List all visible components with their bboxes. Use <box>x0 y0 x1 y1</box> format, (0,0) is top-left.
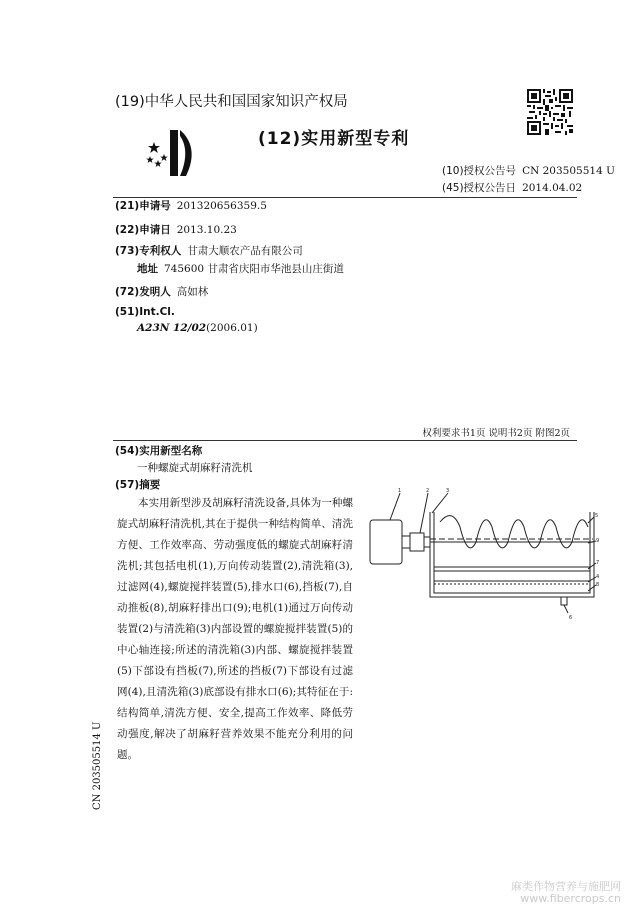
watermark-site-url: www.fibercrops.cn <box>520 892 621 905</box>
inventor-label: (72)发明人 <box>115 286 171 298</box>
drawing-label: 3 <box>446 488 450 494</box>
drawing-label: 4 <box>596 574 600 580</box>
sidebar-publication-code: CN 203505514 U <box>92 721 103 810</box>
inventor-value: 高如林 <box>176 286 209 298</box>
patent-type-title: (12)实用新型专利 <box>258 129 410 149</box>
utility-model-title: 一种螺旋式胡麻籽清洗机 <box>137 462 253 474</box>
issuing-office: (19)中华人民共和国国家知识产权局 <box>115 94 348 110</box>
patentee-row <box>115 243 303 258</box>
motor-shape <box>370 520 402 564</box>
publication-number-value: CN 203505514 U <box>522 165 615 177</box>
application-number-row <box>115 198 267 213</box>
application-date-value: 2013.10.23 <box>176 224 237 236</box>
publication-date-row <box>442 180 582 195</box>
patentee-label: (73)专利权人 <box>115 245 182 257</box>
drawing-label: 5 <box>595 513 599 519</box>
drawing-label: 7 <box>596 560 600 566</box>
application-date-row <box>115 222 237 237</box>
drawing-label: 1 <box>398 488 402 494</box>
publication-date-label: (45)授权公告日 <box>442 182 517 194</box>
publication-number-row <box>442 163 615 178</box>
abstract-section-label <box>115 477 160 492</box>
drawing-label: 8 <box>596 582 600 588</box>
title-section-label <box>115 443 202 458</box>
publication-date-value: 2014.04.02 <box>522 182 583 194</box>
patent-drawing <box>368 487 600 622</box>
int-cl-row <box>115 306 175 318</box>
int-cl-code-row <box>137 322 258 334</box>
inventor-row <box>115 284 208 299</box>
drawing-label: 6 <box>569 615 573 621</box>
int-cl-label: (51)Int.Cl. <box>115 306 175 318</box>
cnipa-logo-icon <box>140 120 202 182</box>
drawing-label: 9 <box>596 538 600 544</box>
utility-model-title-label: (54)实用新型名称 <box>115 445 203 457</box>
drawing-label: 2 <box>426 488 430 494</box>
patentee-value: 甘肃大顺农产品有限公司 <box>187 245 303 257</box>
application-date-label: (22)申请日 <box>115 224 171 236</box>
publication-number-label: (10)授权公告号 <box>442 165 517 177</box>
abstract-label: (57)摘要 <box>115 479 161 491</box>
int-cl-version: (2006.01) <box>206 322 258 334</box>
title-section-value <box>137 460 253 475</box>
abstract-text: 本实用新型涉及胡麻籽清洗设备,具体为一种螺旋式胡麻籽清洗机,其在于提供一种结构简单、清洗方便、工作效率高、劳动强度低的螺旋式胡麻籽清洗机;其包括电机(1),万向传动装置(2),清洗箱(3),过滤网(4),螺旋搅拌装置(5),排水口(6),挡板(7),自动推板(8),胡麻籽排出口(9);电机(1)通过万向传动装置(2)与清洗箱(3)内部设置的螺旋搅拌装置(5)的中心轴连接;所述的清洗箱(3)内部、螺旋搅拌装置(5)下部设有挡板(7),所述的挡板(7)下部设有过滤网(4),且清洗箱(3)底部设有排水口(6);其特征在于:结构简单,清洗方便、安全,提高工作效率、降低劳动强度,解决了胡麻籽营养效果不能充分利用的问题。 <box>117 497 353 761</box>
pages-info: 权利要求书1页 说明书2页 附图2页 <box>422 428 570 439</box>
qr-code-icon <box>527 89 573 135</box>
application-number-label: (21)申请号 <box>115 200 171 212</box>
abstract-divider <box>113 440 577 441</box>
int-cl-code: A23N 12/02 <box>137 322 207 334</box>
watermark-site-name: 麻类作物营养与施肥网 <box>511 880 621 893</box>
address-value: 745600 甘肃省庆阳市华池县山庄街道 <box>164 263 344 275</box>
application-number-value: 201320656359.5 <box>176 200 267 212</box>
address-label: 地址 <box>137 263 158 275</box>
address-row <box>137 261 344 276</box>
